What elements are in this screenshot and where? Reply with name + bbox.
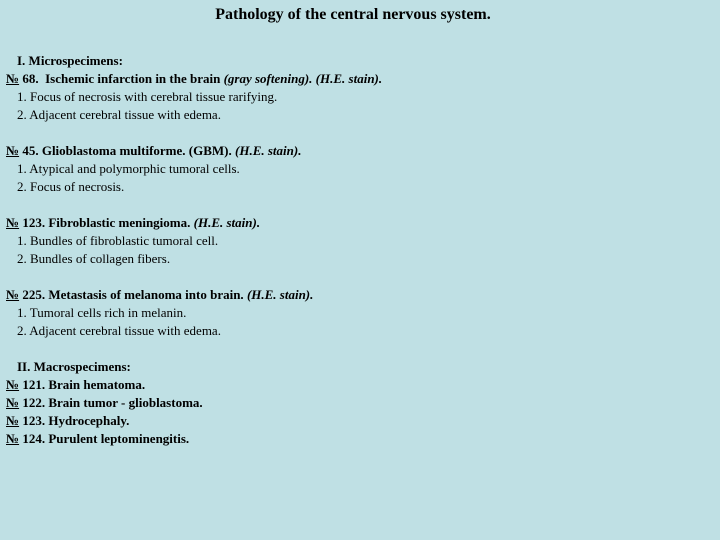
number-sign: № (6, 431, 20, 446)
specimen-point: 1. Focus of necrosis with cerebral tissue rarifying. (17, 89, 278, 104)
specimen-name: 45. Glioblastoma multiforme. (GBM). (19, 143, 235, 158)
number-sign: № (6, 377, 20, 392)
specimen-name: 68. Ischemic infarction in the brain (19, 71, 224, 86)
micro-item-title (6, 142, 382, 160)
page-title: Pathology of the central nervous system. (215, 6, 491, 23)
specimen-point: 2. Bundles of collagen fibers. (17, 251, 171, 266)
micro-item (6, 214, 382, 268)
macro-name: 123. Hydrocephaly. (19, 413, 130, 428)
micro-item-title (6, 70, 382, 88)
specimen-name: 123. Fibroblastic meningioma. (19, 215, 194, 230)
specimen-point: 1. Tumoral cells rich in melanin. (17, 305, 187, 320)
number-sign: № (6, 395, 20, 410)
specimen-name: 225. Metastasis of melanoma into brain. (19, 287, 247, 302)
stain-note: (H.E. stain). (246, 287, 314, 302)
micro-heading: I. Microspecimens: (17, 53, 123, 68)
stain-note: (gray softening). (H.E. stain). (223, 71, 383, 86)
macro-name: 121. Brain hematoma. (19, 377, 146, 392)
micro-item-title (6, 214, 382, 232)
number-sign: № (6, 71, 20, 86)
specimen-point: 2. Focus of necrosis. (17, 179, 125, 194)
number-sign: № (6, 413, 20, 428)
micro-item (6, 70, 382, 124)
macro-item (6, 412, 382, 430)
specimen-point: 2. Adjacent cerebral tissue with edema. (17, 323, 221, 338)
specimen-point: 2. Adjacent cerebral tissue with edema. (17, 107, 221, 122)
micro-item-title (6, 286, 382, 304)
specimen-point: 1. Bundles of fibroblastic tumoral cell. (17, 233, 219, 248)
number-sign: № (6, 287, 20, 302)
number-sign: № (6, 215, 20, 230)
micro-item (6, 142, 382, 196)
stain-note: (H.E. stain). (193, 215, 261, 230)
macro-name: 124. Purulent leptominengitis. (19, 431, 190, 446)
specimen-point: 1. Atypical and polymorphic tumoral cells. (17, 161, 240, 176)
micro-item (6, 286, 382, 340)
number-sign: № (6, 143, 20, 158)
stain-note: (H.E. stain). (235, 143, 302, 158)
macro-item (6, 430, 382, 448)
macro-name: 122. Brain tumor - glioblastoma. (19, 395, 203, 410)
macro-heading: II. Macrospecimens: (17, 359, 131, 374)
macro-item (6, 376, 382, 394)
macro-item (6, 394, 382, 412)
document-body (6, 52, 382, 448)
